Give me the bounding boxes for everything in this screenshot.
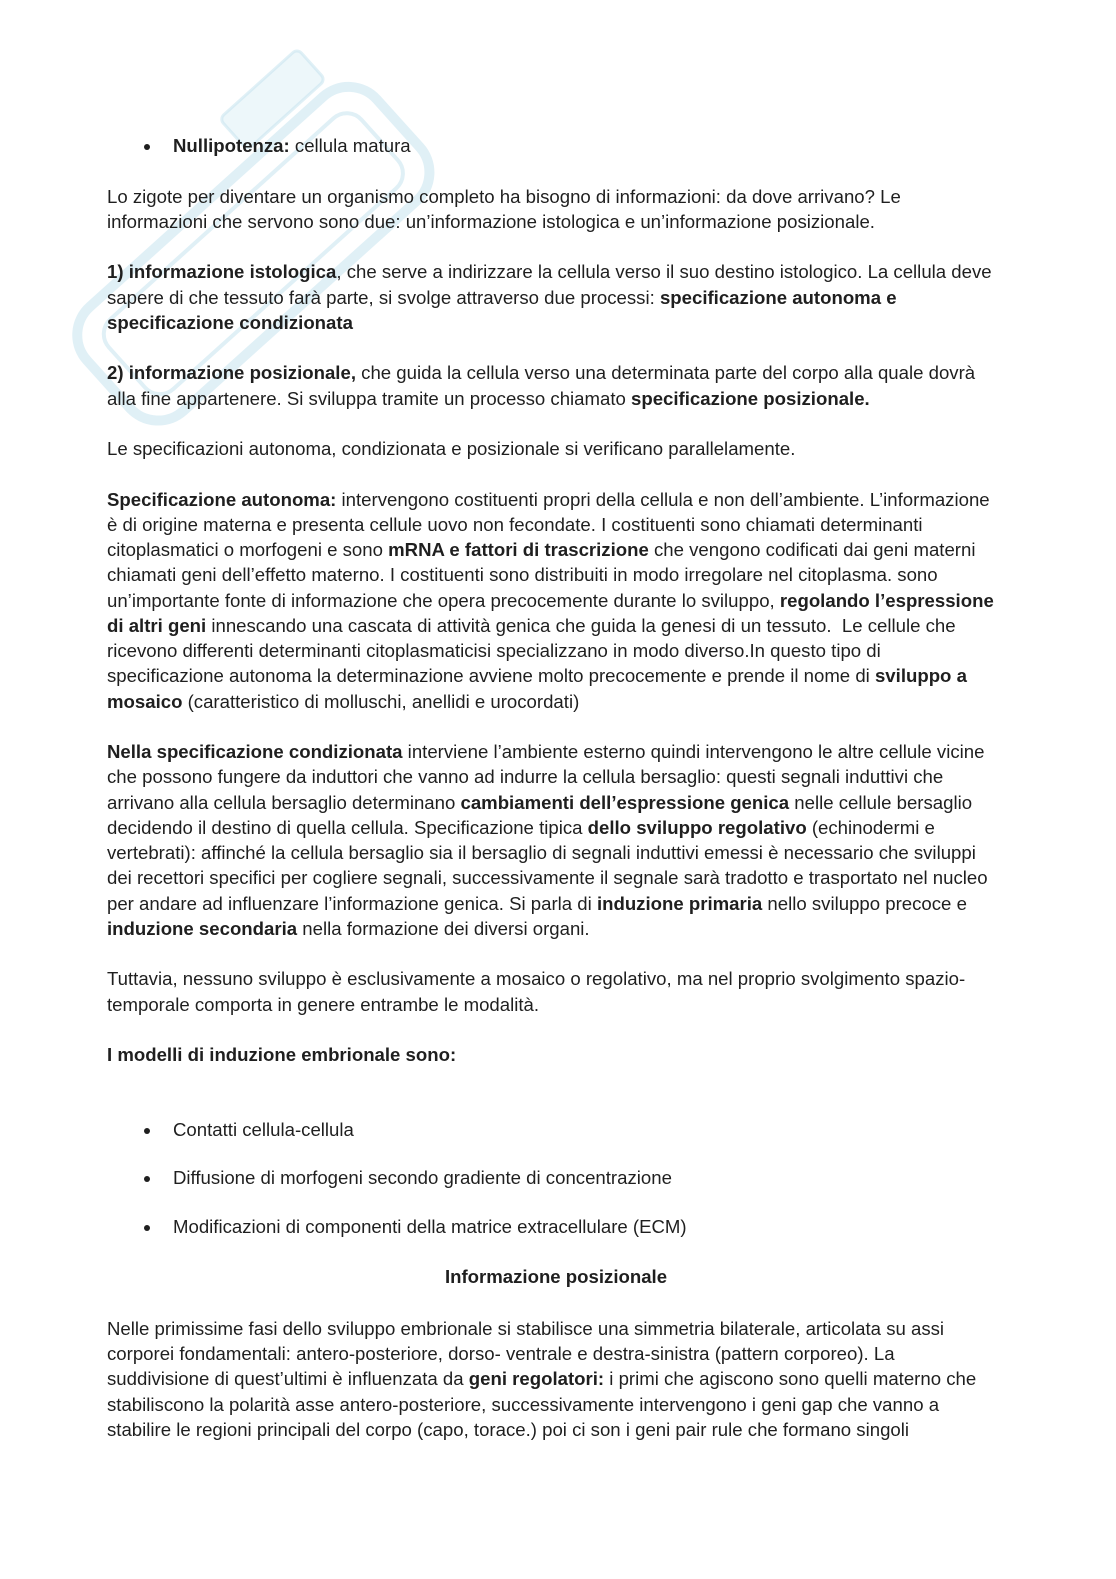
list-item xyxy=(107,1165,1005,1190)
bold-term: specificazione condizionata xyxy=(107,311,353,333)
paragraph-intro xyxy=(107,184,1005,235)
text-run: Nelle primissime fasi dello sviluppo embrionale si stabilisce una simmetria bilaterale, articolata su assi xyxy=(107,1317,945,1339)
text-run: innescando una cascata di attività genica che guida la genesi di un tessuto. Le cellule che xyxy=(206,614,956,636)
text-line xyxy=(107,285,1005,310)
text-line xyxy=(107,537,1005,562)
bullet-item-nullipotenza xyxy=(107,133,1005,158)
text-run: specificazione autonoma la determinazione avviene molto precocemente e prende il nome di xyxy=(107,665,875,687)
paragraph-models-heading xyxy=(107,1042,1005,1067)
text-run: Le specificazioni autonoma, condizionata e posizionale si verificano parallelamente. xyxy=(107,438,796,459)
text-line xyxy=(107,436,1005,461)
bullet-icon xyxy=(144,144,150,150)
paragraph-specificazione-condizionata xyxy=(107,739,1005,941)
text-line xyxy=(107,360,1005,385)
paragraph-specificazione-autonoma xyxy=(107,487,1005,714)
text-line xyxy=(107,840,1005,865)
text-run: temporale comporta in genere entrambe le modalità. xyxy=(107,993,540,1015)
text-run: nella formazione dei diversi organi. xyxy=(297,917,590,939)
text-line xyxy=(107,259,1005,284)
bold-term: 1) informazione istologica xyxy=(107,261,337,283)
text-run: cellula matura xyxy=(289,135,411,156)
text-run: che guida la cellula verso una determinata parte del corpo alla quale dovrà xyxy=(355,362,976,384)
text-line xyxy=(107,663,1005,688)
text-line xyxy=(107,638,1005,663)
text-run: che possono fungere da induttori che vanno ad indurre la cellula bersaglio: questi segnali induttivi che xyxy=(107,766,944,788)
bold-term: 2) informazione posizionale, xyxy=(107,362,356,384)
text-run: chiamati geni dell’effetto materno. I costituenti sono distribuiti in modo irregolare nel citoplasma. sono xyxy=(107,564,938,586)
text-run: che vengono codificati dai geni materni xyxy=(648,539,976,560)
bold-term: cambiamenti dell’espressione genica xyxy=(460,791,790,813)
text-run: stabiliscono la polarità asse antero-posteriore, successivamente intervengono i geni gap che vanno a xyxy=(107,1393,940,1415)
bold-term: di altri geni xyxy=(107,614,207,636)
bold-term: Nullipotenza: xyxy=(173,135,290,156)
text-run: informazioni che servono sono due: un’informazione istologica e un’informazione posizionale. xyxy=(107,210,875,232)
text-run: suddivisione di quest’ultimi è influenzata da xyxy=(107,1368,469,1390)
text-run: , che serve a indirizzare la cellula verso il suo destino istologico. La cellula deve xyxy=(336,261,992,283)
text-run: un’importante fonte di informazione che opera precocemente durante lo sviluppo, xyxy=(107,589,780,611)
text-run: nello sviluppo precoce e xyxy=(762,892,967,914)
page-content xyxy=(107,133,1005,1442)
text-run: interviene l’ambiente esterno quindi intervengono le altre cellule vicine xyxy=(402,741,985,762)
bold-term: mosaico xyxy=(107,690,183,712)
text-run: citoplasmatici o morfogeni e sono xyxy=(107,539,389,560)
bold-term: Nella specificazione condizionata xyxy=(107,741,403,762)
paragraph-informazione-posizionale xyxy=(107,1316,1005,1442)
text-line xyxy=(173,133,1005,158)
section-heading xyxy=(107,1264,1005,1289)
text-line xyxy=(107,588,1005,613)
text-line xyxy=(107,487,1005,512)
text-line xyxy=(107,310,1005,335)
text-line xyxy=(107,512,1005,537)
text-line xyxy=(107,209,1005,234)
bullet-icon xyxy=(144,1176,150,1182)
bullet-icon xyxy=(144,1225,150,1231)
list-item xyxy=(107,1214,1005,1239)
text-line xyxy=(107,386,1005,411)
text-run: sapere di che tessuto farà parte, si svolge attraverso due processi: xyxy=(107,286,660,308)
text-run: i primi che agiscono sono quelli materno che xyxy=(604,1368,977,1390)
paragraph-parallel-note xyxy=(107,436,1005,461)
bold-term: sviluppo a xyxy=(874,665,967,687)
text-line xyxy=(107,1417,1005,1442)
text-line xyxy=(107,815,1005,840)
text-line xyxy=(107,739,1005,764)
text-line xyxy=(107,764,1005,789)
text-line xyxy=(107,1341,1005,1366)
text-line xyxy=(173,1117,1005,1142)
text-line xyxy=(107,613,1005,638)
text-run: Tuttavia, nessuno sviluppo è esclusivamente a mosaico o regolativo, ma nel proprio svolgimento spazio- xyxy=(107,968,966,990)
text-run: Contatti cellula-cellula xyxy=(173,1118,354,1140)
text-run: vertebrati): affinché la cellula bersaglio sia il bersaglio di segnali induttivi emessi è necessario che sviluppi xyxy=(107,842,976,863)
text-run: intervengono costituenti propri della cellula e non dell’ambiente. L’informazione xyxy=(336,488,990,510)
text-line xyxy=(107,562,1005,587)
text-line xyxy=(107,891,1005,916)
text-run: stabilire le regioni principali del corpo (capo, torace.) poi ci son i geni pair rule che formano singoli xyxy=(107,1418,910,1440)
text-run: ricevono differenti determinanti citoplasmaticisi specializzano in modo diverso.In questo tipo di xyxy=(107,640,881,661)
text-line xyxy=(107,1316,1005,1341)
text-line xyxy=(173,1165,1005,1190)
bullet-icon xyxy=(144,1128,150,1134)
paragraph-info-posizionale xyxy=(107,360,1005,411)
text-run: corporei fondamentali: antero-posteriore, dorso- ventrale e destra-sinistra (pattern corporeo). La xyxy=(107,1343,895,1364)
text-run: (echinodermi e xyxy=(806,816,935,838)
text-line xyxy=(107,916,1005,941)
bold-term: Specificazione autonoma: xyxy=(107,488,337,510)
text-run: Diffusione di morfogeni secondo gradiente di concentrazione xyxy=(173,1166,672,1188)
text-run: Modificazioni di componenti della matrice extracellulare (ECM) xyxy=(173,1215,687,1237)
text-line xyxy=(107,689,1005,714)
bold-term: induzione primaria xyxy=(596,892,763,914)
bold-term: geni regolatori: xyxy=(468,1368,605,1390)
text-line xyxy=(107,790,1005,815)
bold-term: dello sviluppo regolativo xyxy=(587,816,807,838)
section-title: Informazione posizionale xyxy=(444,1265,668,1287)
text-run: alla fine appartenere. Si sviluppa tramite un processo chiamato xyxy=(107,387,632,409)
paragraph-info-istologica xyxy=(107,259,1005,335)
text-run: arrivano alla cellula bersaglio determinano xyxy=(107,791,461,813)
text-run: nelle cellule bersaglio xyxy=(789,791,973,813)
bold-term: I modelli di induzione embrionale sono: xyxy=(107,1044,457,1065)
bold-term: regolando l’espressione xyxy=(779,589,994,611)
bold-term: specificazione posizionale. xyxy=(631,387,870,409)
list-item xyxy=(107,1117,1005,1142)
text-line xyxy=(107,1392,1005,1417)
text-line xyxy=(107,1264,1005,1289)
text-run: decidendo il destino di quella cellula. Specificazione tipica xyxy=(107,816,588,838)
text-run: per andare ad influenzare l’informazione genica. Si parla di xyxy=(107,892,597,914)
text-run: dei recettori specifici per cogliere segnali, successivamente il segnale sarà tradotto e trasportato nel nucleo xyxy=(107,867,988,889)
text-line xyxy=(107,1042,1005,1067)
text-line xyxy=(173,1214,1005,1239)
paragraph-conclusion xyxy=(107,966,1005,1017)
bold-term: induzione secondaria xyxy=(107,917,298,939)
text-line xyxy=(107,966,1005,991)
text-run: (caratteristico di molluschi, anellidi e urocordati) xyxy=(182,690,580,712)
text-line xyxy=(107,184,1005,209)
bold-term: specificazione autonoma e xyxy=(659,286,897,308)
text-line xyxy=(107,1366,1005,1391)
text-line xyxy=(107,992,1005,1017)
text-run: Lo zigote per diventare un organismo completo ha bisogno di informazioni: da dove arrivano? Le xyxy=(107,185,901,207)
text-line xyxy=(107,865,1005,890)
bold-term: mRNA e fattori di trascrizione xyxy=(388,539,649,560)
text-run: è di origine materna e presenta cellule uovo non fecondate. I costituenti sono chiamati determinanti xyxy=(107,513,923,535)
